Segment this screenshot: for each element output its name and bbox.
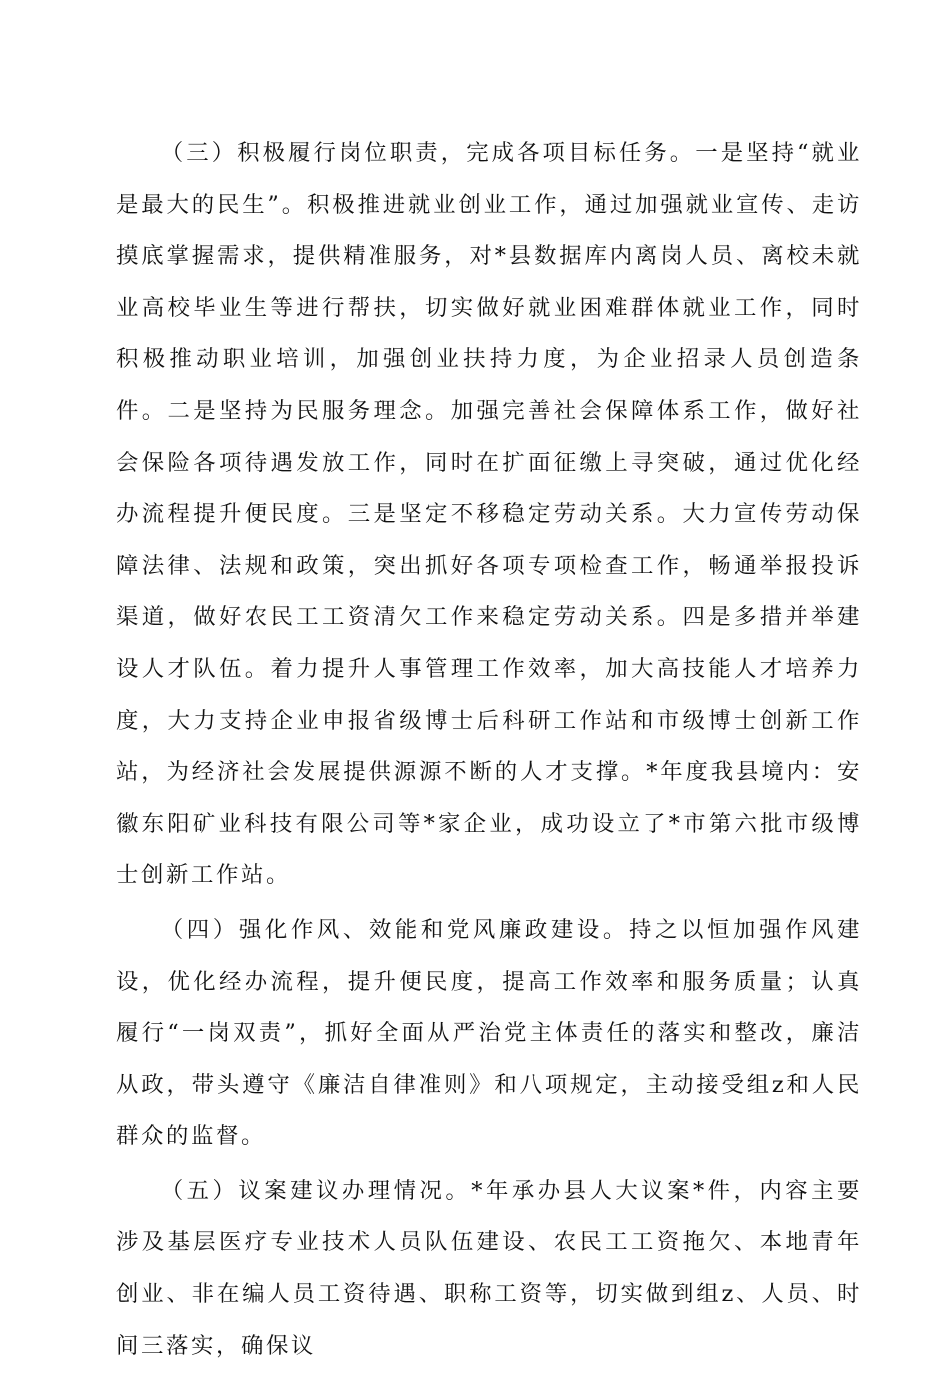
paragraph-5: （五）议案建议办理情况。*年承办县人大议案*件，内容主要涉及基层医疗专业技术人员队伍建设、农民工工资拖欠、本地青年创业、非在编人员工资待遇、职称工资等，切实做到组z、人员、时间三落实，确保议 — [116, 1177, 862, 1359]
paragraph-3: （三）积极履行岗位职责，完成各项目标任务。一是坚持“就业是最大的民生”。积极推进就业创业工作，通过加强就业宣传、走访摸底掌握需求，提供精准服务，对*县数据库内离岗人员、离校未就业高校毕业生等进行帮扶，切实做好就业困难群体就业工作，同时积极推动职业培训，加强创业扶持力度，为企业招录人员创造条件。二是坚持为民服务理念。加强完善社会保障体系工作，做好社会保险各项待遇发放工作，同时在扩面征缴上寻突破，通过优化经办流程提升便民度。三是坚定不移稳定劳动关系。大力宣传劳动保障法律、法规和政策，突出抓好各项专项检查工作，畅通举报投诉渠道，做好农民工工资清欠工作来稳定劳动关系。四是多措并举建设人才队伍。着力提升人事管理工作效率，加大高技能人才培养力度，大力支持企业申报省级博士后科研工作站和市级博士创新工作站，为经济社会发展提供源源不断的人才支撑。*年度我县境内：安徽东阳矿业科技有限公司等*家企业，成功设立了*市第六批市级博士创新工作站。 — [116, 140, 862, 889]
paragraph-4: （四）强化作风、效能和党风廉政建设。持之以恒加强作风建设，优化经办流程，提升便民度，提高工作效率和服务质量；认真履行“一岗双责”，抓好全面从严治党主体责任的落实和整改，廉洁从政，带头遵守《廉洁自律准则》和八项规定，主动接受组z和人民群众的监督。 — [116, 916, 862, 1150]
document-body — [116, 128, 862, 1375]
